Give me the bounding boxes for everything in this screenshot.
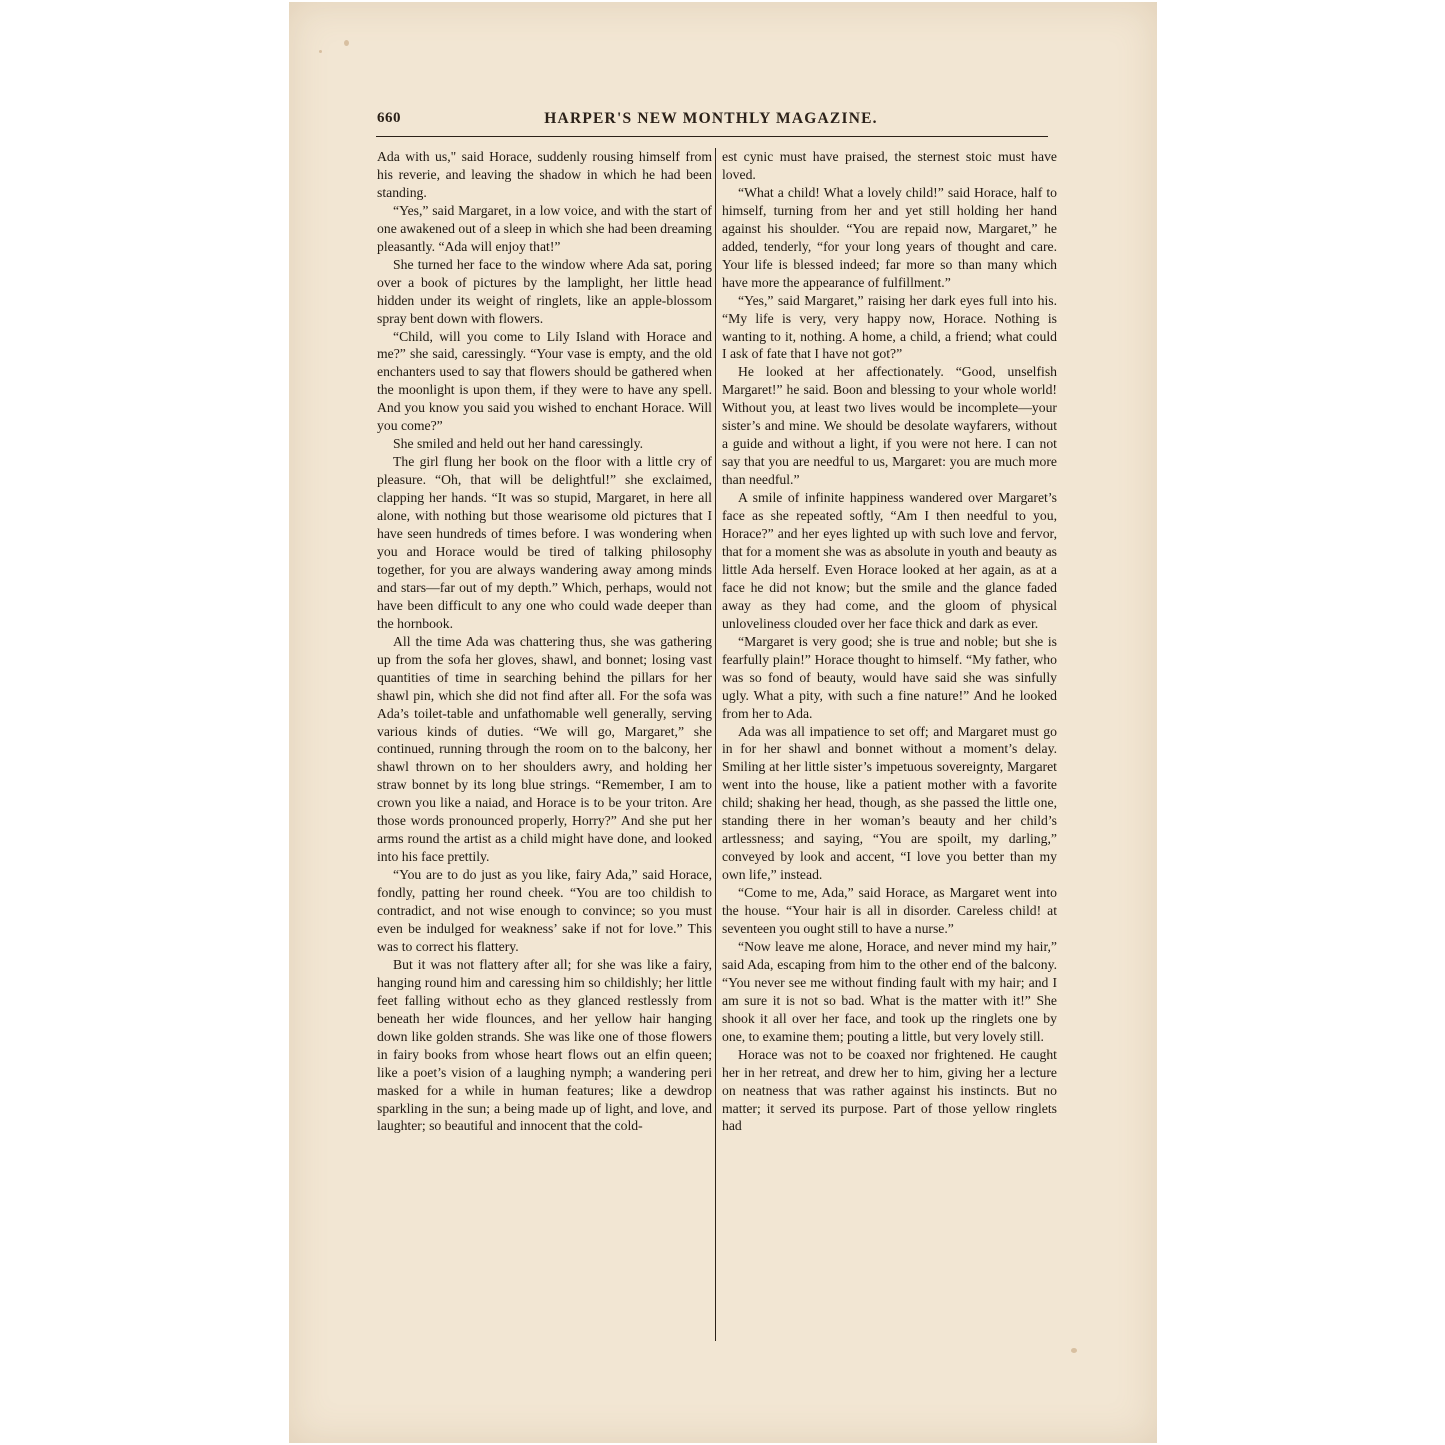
paragraph: A smile of infinite happiness wandered over Margaret’s face as she repeated softly, “Am I then needful to you, Horace?” and her eyes lighted up with such love and fervor, that for a moment she was as absolute in youth and beauty as little Ada herself. Even Horace looked at her again, as at a face he did not know; but the smile and the glance faded away as they had come, and the gloom of physical unloveliness clouded over her face thick and dark as ever. bbox=[722, 490, 1057, 631]
paragraph: Ada with us," said Horace, suddenly rousing himself from his reverie, and leaving the shadow in which he had been standing. bbox=[377, 149, 712, 200]
paragraph: Ada was all impatience to set off; and Margaret must go in for her shawl and bonnet without a moment’s delay. Smiling at her little sister’s impetuous sovereignty, Margaret went into the house, like a patient mother with a favorite child; shaking her head, though, as she passed the little one, standing there in her woman’s beauty and her child’s artlessness; and saying, “You are spoilt, my darling,” conveyed by look and accent, “I love you better than my own life,” instead. bbox=[722, 723, 1057, 883]
paragraph: “Yes,” said Margaret,” raising her dark eyes full into his. “My life is very, very happy now, Horace. Nothing is wanting to it, nothing. A home, a child, a friend; what could I ask of fate that I have not got?” bbox=[722, 292, 1057, 362]
paragraph: Horace was not to be coaxed nor frightened. He caught her in her retreat, and drew her to him, giving her a lecture on neatness that was rather against his instincts. But no matter; it served its purpose. Part of those yellow ringlets had bbox=[722, 1046, 1057, 1134]
paragraph: “Now leave me alone, Horace, and never mind my hair,” said Ada, escaping from him to the other end of the balcony. “You never see me without finding fault with my hair; and I am sure it is not so bad. What is the matter with it!” She shook it all over her face, and took up the ringlets one by one, to examine them; pouting a little, but very lovely still. bbox=[722, 938, 1057, 1044]
paragraph: est cynic must have praised, the sternest stoic must have loved. bbox=[722, 149, 1057, 182]
foxing-spot bbox=[319, 50, 322, 53]
magazine-page bbox=[289, 2, 1157, 1443]
header-rule bbox=[376, 136, 1048, 137]
paragraph: “What a child! What a lovely child!” said Horace, half to himself, turning from her and yet still holding her hand against his shoulder. “You are repaid now, Margaret,” he added, tenderly, “for your long years of thought and care. Your life is blessed indeed; far more so than many which have more the appearance of fulfillment.” bbox=[722, 184, 1057, 290]
paragraph: She smiled and held out her hand caressingly. bbox=[393, 436, 643, 452]
paragraph: “Come to me, Ada,” said Horace, as Margaret went into the house. “Your hair is all in disorder. Careless child! at seventeen you ought still to have a nurse.” bbox=[722, 885, 1057, 936]
foxing-spot bbox=[1071, 1348, 1077, 1353]
paragraph: But it was not flattery after all; for she was like a fairy, hanging round him and caressing him so childishly; her little feet falling without echo as they glanced restlessly from beneath her wide flounces, and her yellow hair hanging down like golden strands. She was like one of those flowers in fairy books from whose heart flows out an elfin queen; like a poet’s vision of a laughing nymph; a wandering peri masked for a while in human features; like a dewdrop sparkling in the sun; a being made up of light, and love, and laughter; so beautiful and innocent that the cold- bbox=[377, 956, 712, 1134]
paragraph: “You are to do just as you like, fairy Ada,” said Horace, fondly, patting her round cheek. “You are too childish to contradict, and not wise enough to convince; so you must even be indulged for weakness’ sake if not for love.” This was to correct his flattery. bbox=[377, 867, 712, 954]
foxing-spot bbox=[344, 40, 349, 46]
left-column bbox=[377, 148, 712, 1135]
page-number: 660 bbox=[377, 110, 401, 126]
paragraph: He looked at her affectionately. “Good, unselfish Margaret!” he said. Boon and blessing to your whole world! Without you, at least two lives would be incomplete—your sister’s and mine. We should be desolate wayfarers, without a guide and without a light, if you were not here. I can not say that you are needful to us, Margaret: you are much more than needful.” bbox=[722, 364, 1057, 488]
running-title: HARPER'S NEW MONTHLY MAGAZINE. bbox=[544, 110, 878, 127]
paragraph: “Child, will you come to Lily Island with Horace and me?” she said, caressingly. “Your vase is empty, and the old enchanters used to say that flowers should be gathered when the moonlight is upon them, if they were to have any spell. And you know you said you wished to enchant Horace. Will you come?” bbox=[377, 328, 712, 434]
paragraph: “Margaret is very good; she is true and noble; but she is fearfully plain!” Horace thought to himself. “My father, who was so fond of beauty, would have said she was sinfully ugly. What a pity, with such a fine nature!” And he looked from her to Ada. bbox=[722, 633, 1057, 721]
paragraph: She turned her face to the window where Ada sat, poring over a book of pictures by the lamplight, her little head hidden under its weight of ringlets, like an apple-blossom spray bent down with flowers. bbox=[377, 256, 712, 326]
page-header bbox=[375, 110, 1047, 136]
right-column bbox=[722, 148, 1057, 1135]
paragraph: “Yes,” said Margaret, in a low voice, and with the start of one awakened out of a sleep in which she had been dreaming pleasantly. “Ada will enjoy that!” bbox=[377, 202, 712, 254]
paragraph: All the time Ada was chattering thus, she was gathering up from the sofa her gloves, shawl, and bonnet; losing vast quantities of time in searching behind the pillars for her shawl pin, which she did not find after all. For the sofa was Ada’s toilet-table and unfathomable well generally, serving various kinds of duties. “We will go, Margaret,” she continued, running through the room on to the balcony, her shawl thrown on to her shoulders awry, and holding her straw bonnet by its long blue strings. “Remember, I am to crown you like a naiad, and Horace is to be your triton. Are those words pronounced properly, Horry?” And she put her arms round the artist as a child might have done, and looked into his face prettily. bbox=[377, 633, 712, 865]
column-divider bbox=[715, 148, 716, 1341]
paragraph: The girl flung her book on the floor with a little cry of pleasure. “Oh, that will be delightful!” she exclaimed, clapping her hands. “It was so stupid, Margaret, in here all alone, with nothing but those wearisome old pictures that I have seen hundreds of times before. I was wondering when you and Horace would be tired of talking philosophy together, for you are always wandering away among minds and stars—far out of my depth.” Which, perhaps, would not have been difficult to any one who could wade deeper than the hornbook. bbox=[377, 454, 712, 631]
